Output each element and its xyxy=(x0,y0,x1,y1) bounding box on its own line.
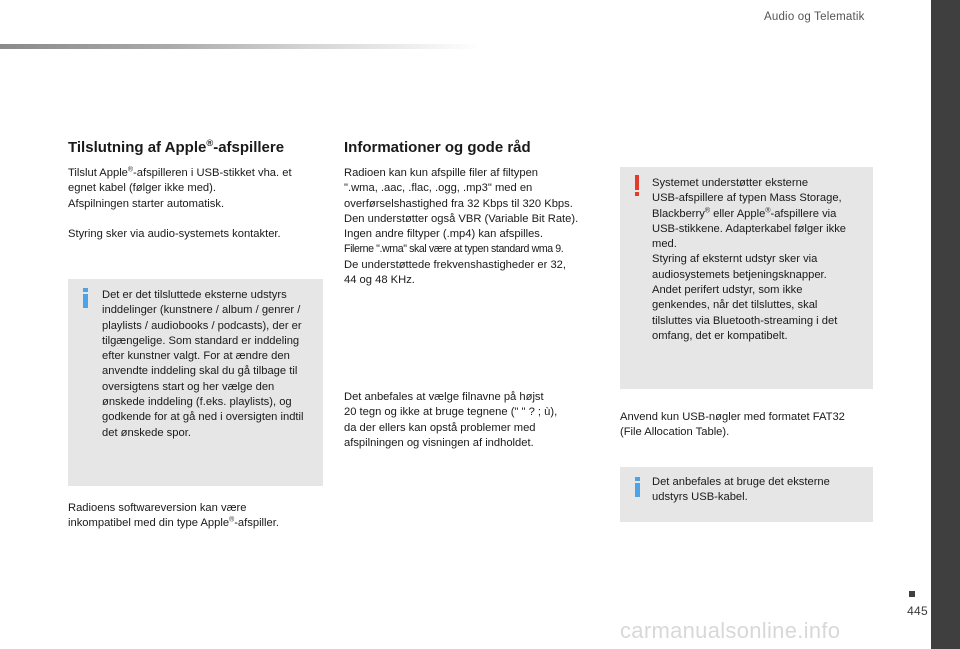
middle-heading: Informationer og gode råd xyxy=(344,139,531,156)
right-info-text-wrap xyxy=(652,475,868,506)
warning-icon xyxy=(634,175,642,197)
right-info-text: Det anbefales at bruge det eksterne udstyrs USB-kabel. xyxy=(652,476,830,504)
left-heading: Tilslutning af Apple®-afspillere xyxy=(68,138,285,156)
right-warning-text-wrap xyxy=(652,176,868,344)
left-paragraph-1: Tilslut Apple®-afspilleren i USB-stikket vha. et egnet kabel (følger ikke med). Afspilningen starter automatisk. xyxy=(68,166,292,210)
header-gradient-bar xyxy=(0,44,480,49)
page-number: 445 xyxy=(907,604,928,618)
middle-heading-wrap xyxy=(344,139,604,156)
page-marker xyxy=(909,591,915,597)
info-icon xyxy=(82,288,90,310)
left-info-text-wrap xyxy=(102,288,316,441)
left-heading-wrap xyxy=(68,139,328,156)
right-warning-box xyxy=(620,167,873,389)
right-info-box xyxy=(620,467,873,522)
right-paragraph-1: Anvend kun USB-nøgler med formatet FAT32 (File Allocation Table). xyxy=(620,411,845,439)
middle-paragraph-1: Radioen kan kun afspille filer af filtypen ".wma, .aac, .flac, .ogg, .mp3" med en overførselshastighed fra 32 Kbps til 320 Kbps. Den understøtter også VBR (Variable Bit Rate). Ingen andre filtyper (.mp4) kan afspilles. Filerne ".wma" skal være at typen standard wma 9. De understøttede frekvenshastigheder er 32, 44 og 48 KHz. xyxy=(344,167,579,287)
left-paragraph-2: Styring sker via audio-systemets kontakter. xyxy=(68,228,281,240)
left-info-text: Det er det tilsluttede eksterne udstyrs inddelinger (kunstnere / album / genrer / playlists / audiobooks / podcasts), der er tilgængelige. Som standard er inddeling efter kunstner valgt. For at ændre den anvendte inddeling skal du gå tilbage til oversigtens start og her vælge den ønskede inddeling (f.eks. playlists), og godkende for at gå ned i oversigten indtil det ønskede spor. xyxy=(102,289,304,439)
chapter-sidebar-tab xyxy=(931,0,960,649)
info-icon xyxy=(634,477,642,499)
middle-paragraph-2: Det anbefales at vælge filnavne på højst 20 tegn og ikke at bruge tegnene (" " ? ; ù), da der ellers kan opstå problemer med afspilningen og visningen af indholdet. xyxy=(344,391,558,449)
watermark-text: carmanualsonline.info xyxy=(620,618,841,643)
left-paragraph-3: Radioens softwareversion kan være inkompatibel med din type Apple®-afspiller. xyxy=(68,502,279,530)
section-title: Audio og Telematik xyxy=(764,11,865,23)
right-warning-text: Systemet understøtter eksterne USB-afspillere af typen Mass Storage, Blackberry® eller Apple®-afspillere via USB-stikkene. Adapterkabel følger ikke med. Styring af eksternt udstyr sker via audiosystemets betjeningsknapper. Andet perifert udstyr, som ikke genkendes, når det tilsluttes, skal tilsluttes via Bluetooth-streaming i det omfang, det er kompatibelt. xyxy=(652,177,847,342)
left-info-box xyxy=(68,279,323,486)
